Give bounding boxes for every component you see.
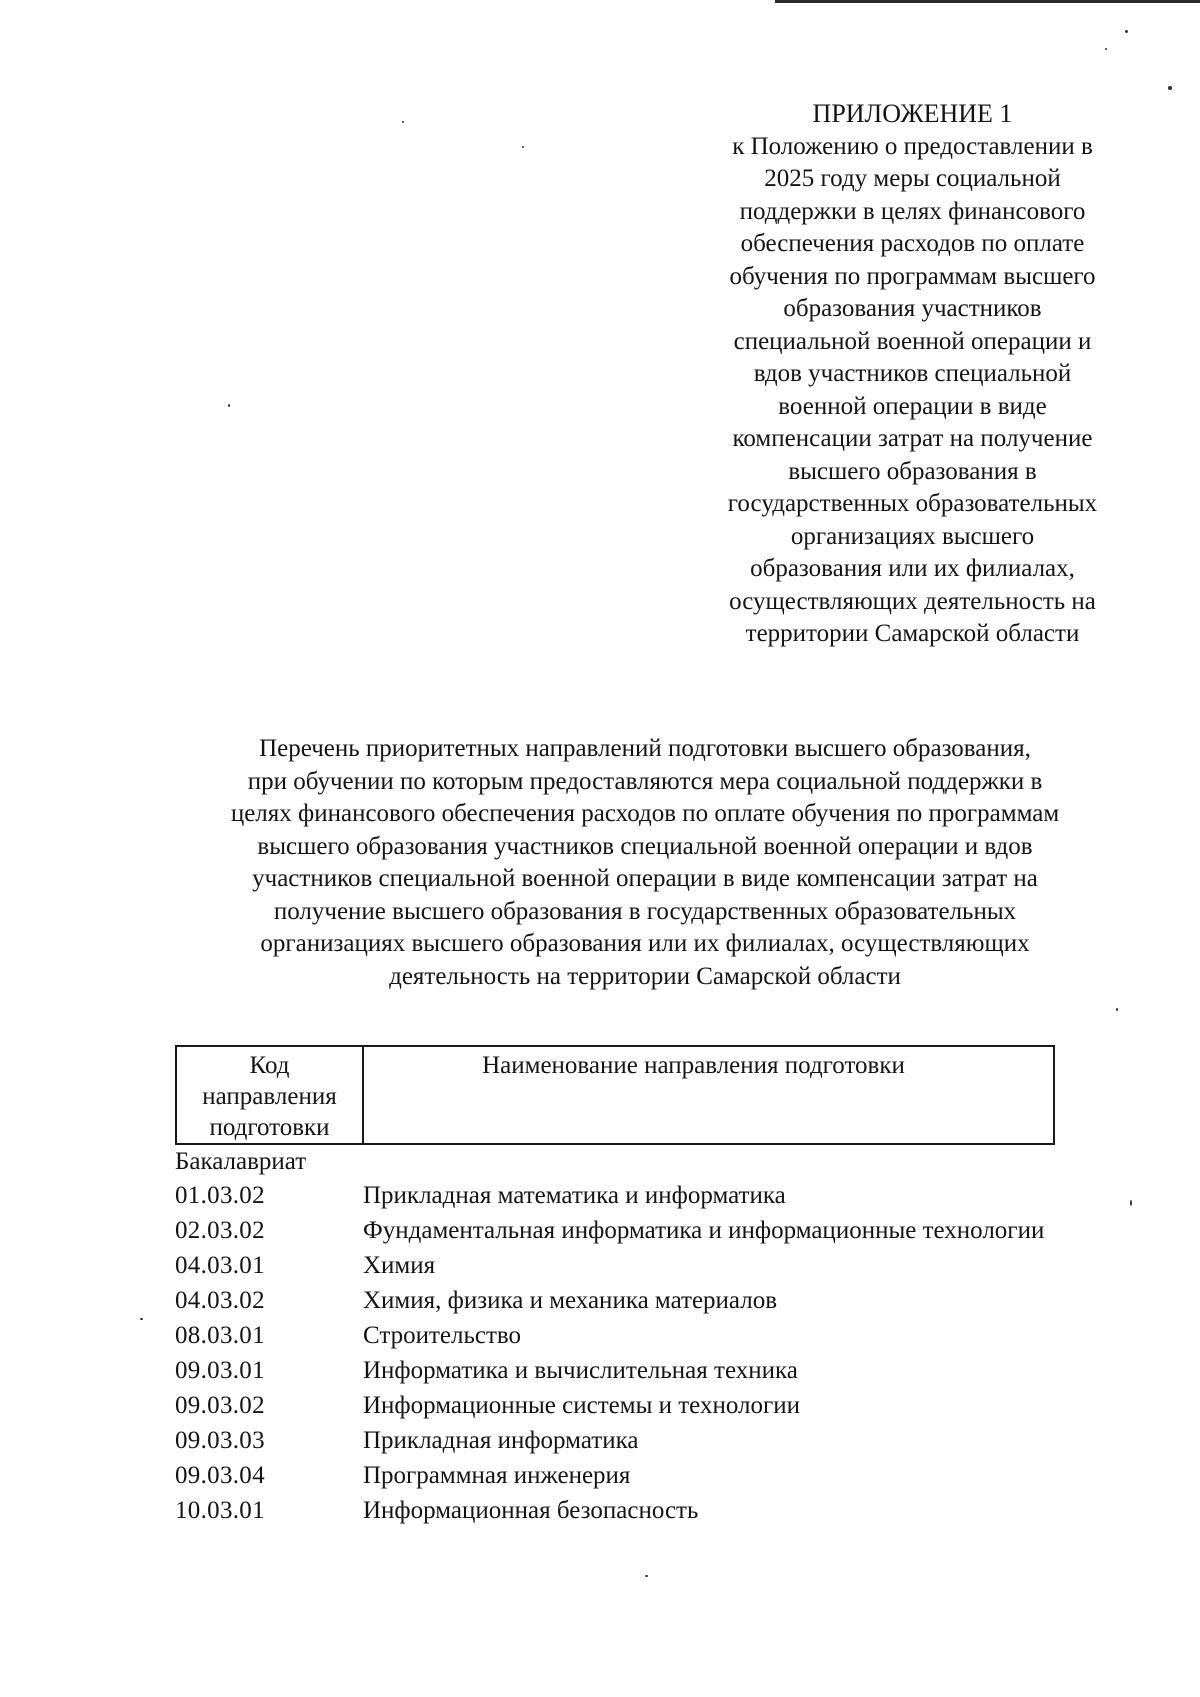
row-name: Химия, физика и механика материалов xyxy=(363,1287,778,1314)
list-title-line: организациях высшего образования или их филиалах, осуществляющих xyxy=(260,930,1030,957)
row-code: 10.03.01 xyxy=(175,1497,265,1524)
scan-speck xyxy=(1168,86,1172,90)
row-name: Прикладная математика и информатика xyxy=(363,1182,786,1209)
list-title-line: деятельность на территории Самарской области xyxy=(389,962,901,990)
row-name: Информационные системы и технологии xyxy=(363,1392,800,1419)
row-name: Программная инженерия xyxy=(363,1462,631,1489)
appendix-line: к Положению о предоставлении в xyxy=(732,132,1093,160)
appendix-line: компенсации затрат на получение xyxy=(732,425,1093,452)
row-code: 09.03.04 xyxy=(175,1462,265,1489)
scan-speck xyxy=(140,1318,143,1320)
appendix-line: вдов участников специальной xyxy=(753,360,1072,387)
row-code: 04.03.01 xyxy=(175,1252,265,1279)
scan-speck xyxy=(645,1575,648,1577)
header-code-line: направления xyxy=(202,1083,337,1110)
row-name: Фундаментальная информатика и информационные технологии xyxy=(363,1217,1045,1244)
table-row xyxy=(175,1495,1055,1528)
header-code-line: подготовки xyxy=(209,1114,330,1141)
scan-speck xyxy=(1130,1200,1132,1206)
appendix-line: 2025 году меры социальной xyxy=(764,165,1061,192)
appendix-line: образования участников xyxy=(783,295,1042,322)
list-title-line: участников специальной военной операции в виде компенсации затрат на xyxy=(252,865,1038,892)
row-name: Строительство xyxy=(363,1322,522,1349)
appendix-line: территории Самарской области xyxy=(745,620,1080,647)
row-name: Прикладная информатика xyxy=(363,1427,639,1454)
appendix-line: государственных образовательных xyxy=(727,490,1098,517)
row-name: Информатика и вычислительная техника xyxy=(363,1357,798,1384)
table-row xyxy=(175,1425,1055,1458)
table-body xyxy=(175,1180,1055,1530)
row-code: 09.03.03 xyxy=(175,1427,265,1454)
scan-speck xyxy=(228,404,230,407)
appendix-line: обеспечения расходов по оплате xyxy=(740,230,1085,257)
appendix-title: ПРИЛОЖЕНИЕ 1 xyxy=(812,99,1013,128)
row-code: 02.03.02 xyxy=(175,1217,265,1244)
appendix-line: образования или их филиалах, xyxy=(750,555,1075,582)
row-name: Химия xyxy=(363,1252,436,1279)
table-row xyxy=(175,1215,1055,1248)
table-row xyxy=(175,1355,1055,1388)
table-row xyxy=(175,1320,1055,1353)
appendix-line: организациях высшего xyxy=(790,522,1035,550)
table-row xyxy=(175,1285,1055,1318)
appendix-line: осуществляющих деятельность на xyxy=(729,587,1096,615)
table-row xyxy=(175,1250,1055,1283)
appendix-line: военной операции в виде xyxy=(778,392,1047,420)
row-code: 09.03.01 xyxy=(175,1357,265,1384)
appendix-line: поддержки в целях финансового xyxy=(739,197,1086,225)
scan-speck xyxy=(402,121,404,123)
row-code: 01.03.02 xyxy=(175,1182,265,1209)
list-title-line: Перечень приоритетных направлений подготовки высшего образования, xyxy=(259,735,1031,762)
scan-speck xyxy=(1125,30,1128,33)
top-border-line xyxy=(775,0,1200,3)
row-code: 09.03.02 xyxy=(175,1392,265,1419)
list-title xyxy=(160,733,1130,993)
header-code-line: Код xyxy=(249,1052,290,1079)
list-title-line: высшего образования участников специальной военной операции и вдов xyxy=(257,832,1033,860)
scan-speck xyxy=(1116,1008,1118,1011)
appendix-line: обучения по программам высшего xyxy=(729,262,1096,290)
table-row xyxy=(175,1390,1055,1423)
scan-speck xyxy=(1105,48,1107,50)
header-name-cell: Наименование направления подготовки xyxy=(482,1052,905,1079)
section-label: Бакалавриат xyxy=(175,1148,307,1175)
list-title-line: целях финансового обеспечения расходов по оплате обучения по программам xyxy=(230,800,1060,827)
appendix-line: высшего образования в xyxy=(788,457,1037,485)
appendix-block xyxy=(690,98,1135,651)
table-row xyxy=(175,1460,1055,1493)
appendix-line: специальной военной операции и xyxy=(733,327,1092,355)
header-code-cell xyxy=(177,1047,364,1143)
table-row xyxy=(175,1180,1055,1213)
row-name: Информационная безопасность xyxy=(363,1497,699,1524)
row-code: 04.03.02 xyxy=(175,1287,265,1314)
list-title-line: при обучении по которым предоставляются мера социальной поддержки в xyxy=(247,767,1043,795)
scan-speck xyxy=(522,146,524,148)
table-header xyxy=(175,1045,1055,1145)
row-code: 08.03.01 xyxy=(175,1322,265,1349)
list-title-line: получение высшего образования в государственных образовательных xyxy=(273,897,1017,925)
